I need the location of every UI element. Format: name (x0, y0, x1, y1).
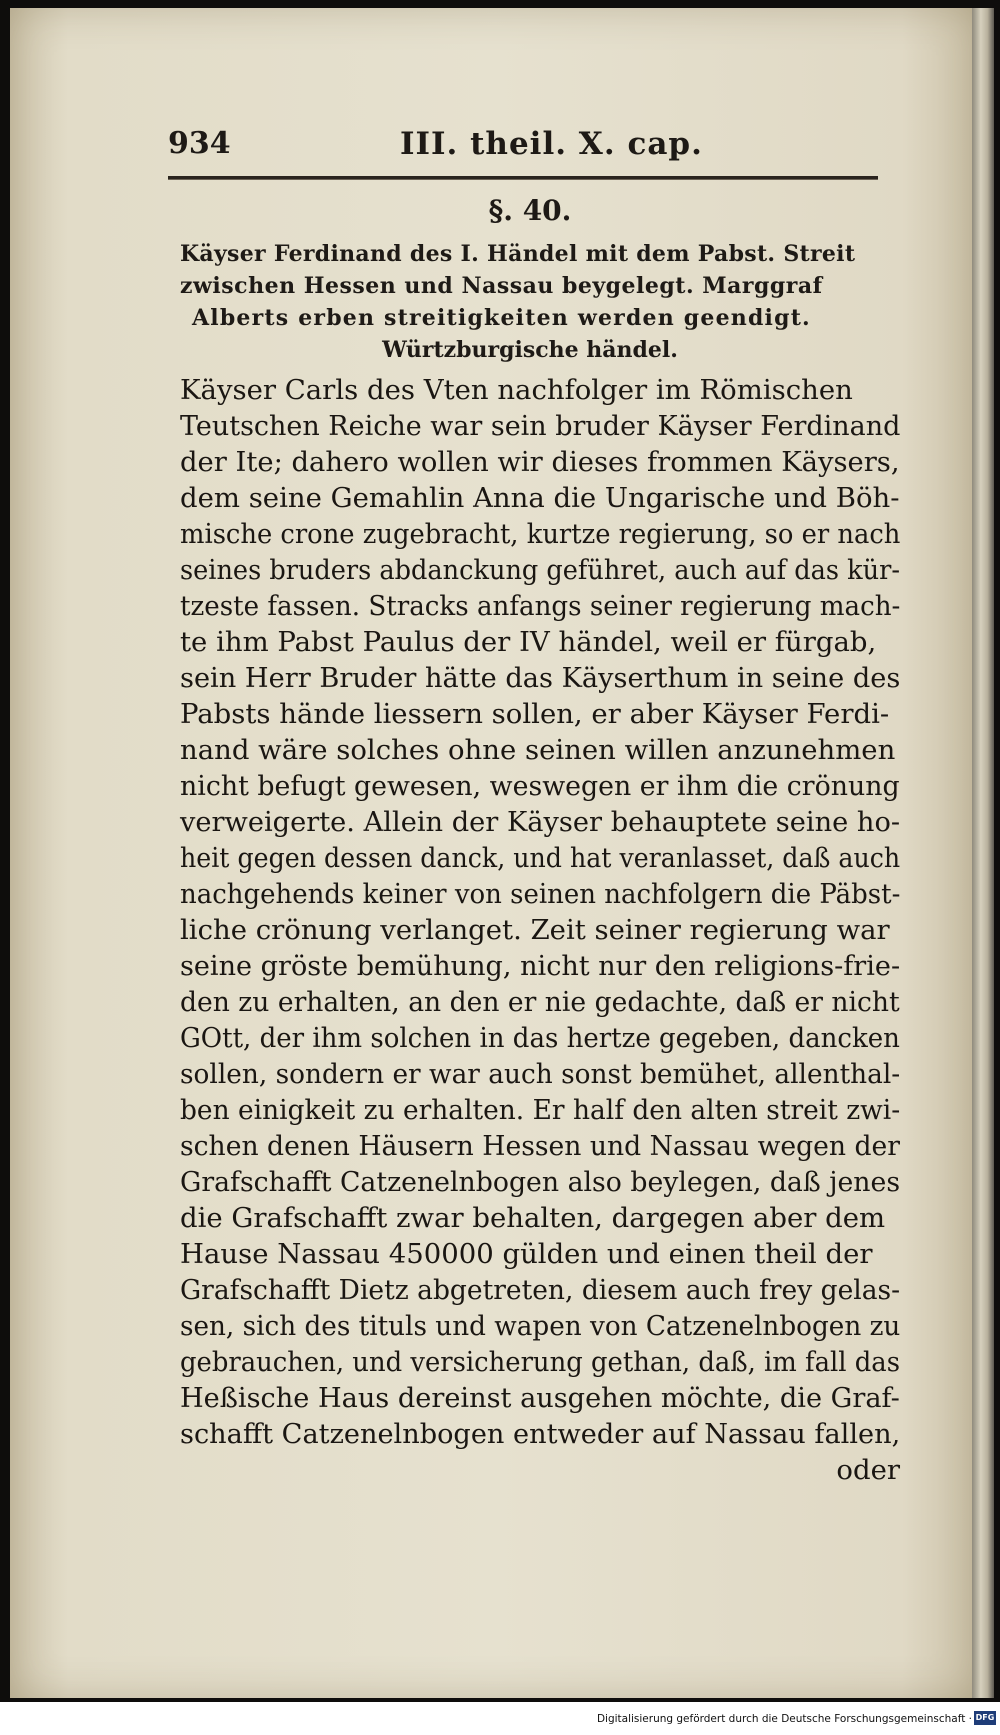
text-line: liche crönung verlanget. Zeit seiner regierung war (180, 914, 890, 946)
text-line: Teutschen Reiche war sein bruder Käyser Ferdinand (180, 410, 901, 442)
text-line: mische crone zugebracht, kurtze regierung, so er nach (180, 518, 901, 550)
text-line: Heßische Haus dereinst ausgehen möchte, die Graf- (180, 1382, 900, 1414)
summary-line: Alberts erben streitigkeiten werden geendigt. (192, 305, 811, 331)
text-line: den zu erhalten, an den er nie gedachte, daß er nicht (180, 986, 900, 1018)
section-number: §. 40. (488, 194, 572, 227)
text-line: ben einigkeit zu erhalten. Er half den alten streit zwi- (180, 1094, 901, 1126)
text-line: sollen, sondern er war auch sonst bemühet, allenthal- (180, 1058, 901, 1090)
page-number: 934 (168, 126, 231, 161)
text-line: sen, sich des tituls und wapen von Catzenelnbogen zu (180, 1310, 901, 1342)
text-line: sein Herr Bruder hätte das Käyserthum in seine des (180, 662, 901, 694)
text-line: verweigerte. Allein der Käyser behauptete seine ho- (180, 806, 901, 838)
section-summary (180, 238, 880, 366)
body-text (180, 372, 900, 1488)
page-header (168, 126, 888, 166)
text-line: schafft Catzenelnbogen entweder auf Nassau fallen, (180, 1418, 901, 1450)
text-line: der Ite; dahero wollen wir dieses frommen Käysers, (180, 446, 900, 478)
summary-line: Würtzburgische händel. (382, 337, 678, 363)
running-head: III. theil. X. cap. (400, 126, 703, 162)
text-line: gebrauchen, und versicherung gethan, daß, im fall das (180, 1346, 900, 1378)
text-line: Hause Nassau 450000 gülden und einen theil der (180, 1238, 873, 1270)
text-line: nand wäre solches ohne seinen willen anzunehmen (180, 734, 896, 766)
text-line: schen denen Häusern Hessen und Nassau wegen der (180, 1130, 901, 1162)
text-line: GOtt, der ihm solchen in das hertze gegeben, dancken (180, 1022, 900, 1054)
catchword: oder (836, 1454, 900, 1486)
dfg-logo: DFG (974, 1711, 996, 1725)
text-line: dem seine Gemahlin Anna die Ungarische und Böh- (180, 482, 900, 514)
text-line: Pabsts hände liessern sollen, er aber Käyser Ferdi- (180, 698, 890, 730)
digitization-footer (0, 1702, 1000, 1735)
text-line: seines bruders abdanckung geführet, auch auf das kür- (180, 554, 900, 586)
text-line: te ihm Pabst Paulus der IV händel, weil er fürgab, (180, 626, 877, 658)
summary-line: zwischen Hessen und Nassau beygelegt. Marggraf (180, 273, 823, 299)
text-line: Grafschafft Dietz abgetreten, diesem auch frey gelas- (180, 1274, 901, 1306)
text-line: die Grafschafft zwar behalten, dargegen aber dem (180, 1202, 886, 1234)
text-line: Grafschafft Catzenelnbogen also beylegen, daß jenes (180, 1166, 901, 1198)
text-line: nicht befugt gewesen, weswegen er ihm die crönung (180, 770, 900, 802)
text-line: heit gegen dessen danck, und hat veranlasset, daß auch (180, 842, 901, 874)
funding-credit: Digitalisierung gefördert durch die Deutsche Forschungsgemeinschaft · (596, 1713, 972, 1725)
text-line: tzeste fassen. Stracks anfangs seiner regierung mach- (180, 590, 901, 622)
summary-line: Käyser Ferdinand des I. Händel mit dem Pabst. Streit (180, 241, 856, 267)
page-edge (972, 8, 994, 1698)
text-line: nachgehends keiner von seinen nachfolgern die Päbst- (180, 878, 901, 910)
header-rule (168, 176, 878, 180)
text-line: seine gröste bemühung, nicht nur den religions-frie- (180, 950, 901, 982)
text-line: Käyser Carls des Vten nachfolger im Römischen (180, 374, 853, 406)
